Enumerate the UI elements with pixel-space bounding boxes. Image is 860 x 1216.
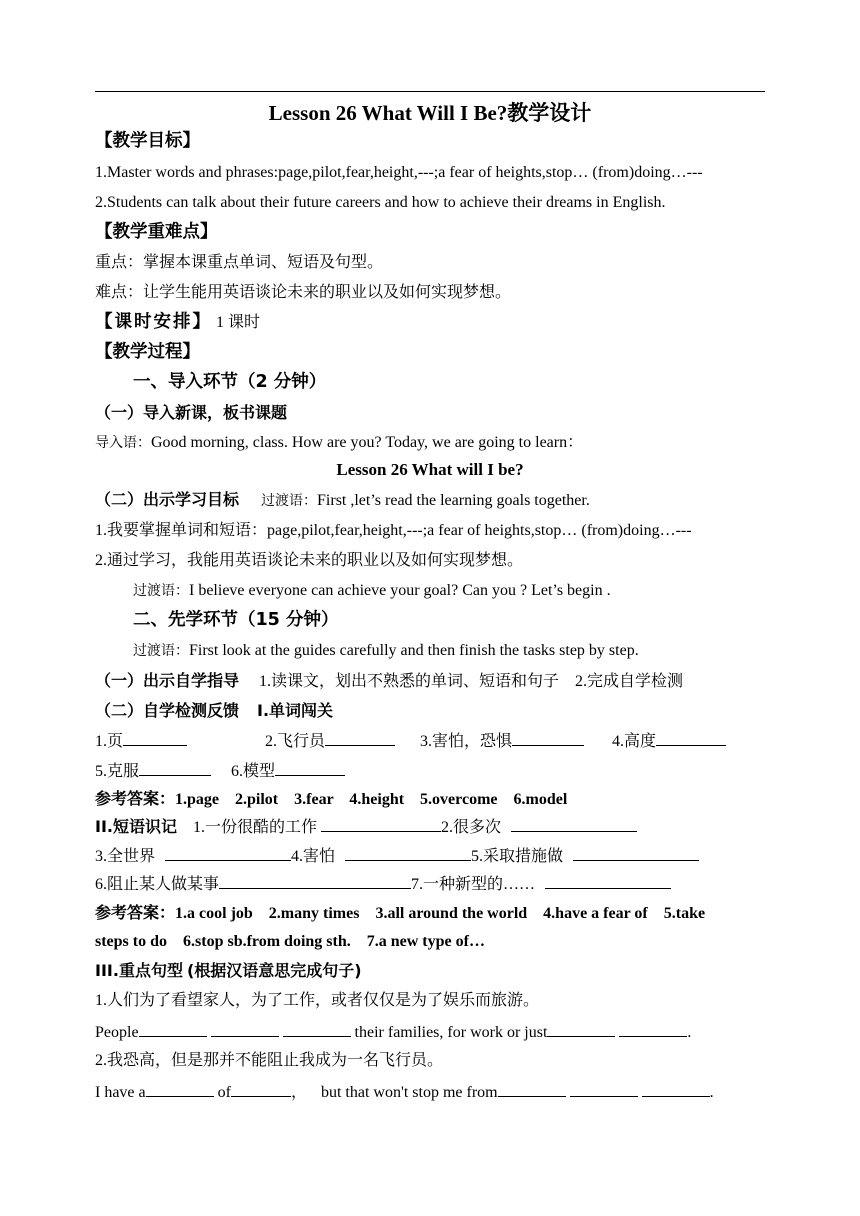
intro-line bbox=[95, 433, 583, 453]
difficult-point: 难点：让学生能用英语谈论未来的职业以及如何实现梦想。 bbox=[95, 284, 512, 301]
sentence-2-chinese: 2.我恐高，但是那并不能阻止我成为一名飞行员。 bbox=[95, 1052, 444, 1069]
sentence-2-english: I have a of ， but that won't stop me from . bbox=[95, 1084, 714, 1101]
transition-text: First ,let’s read the learning goals together. bbox=[317, 492, 590, 509]
goal-2: 2.Students can talk about their future careers and how to achieve their dreams in English. bbox=[95, 194, 666, 211]
transition-label: 过渡语： bbox=[133, 583, 189, 599]
word-item-1: 1.页 bbox=[95, 731, 187, 752]
step1-b-heading: （二）出示学习目标 bbox=[95, 490, 240, 509]
step2-heading: 二、先学环节（15 分钟） bbox=[133, 610, 339, 630]
feedback-line bbox=[95, 701, 333, 722]
transition-line-3 bbox=[133, 641, 639, 661]
phrase-item-4: 4.害怕 bbox=[291, 848, 336, 865]
intro-text: Good morning, class. How are you? Today, we are going to learn： bbox=[151, 434, 584, 451]
transition-text: I believe everyone can achieve your goal? Can you ? Let’s begin . bbox=[189, 582, 611, 599]
key-point: 重点：掌握本课重点单词、短语及句型。 bbox=[95, 254, 384, 271]
sentences-heading-line bbox=[95, 961, 362, 982]
answer-label: 参考答案： bbox=[95, 789, 176, 808]
phrase-item-5: 5.采取措施做 bbox=[471, 848, 564, 865]
process-heading: 【教学过程】 bbox=[95, 342, 200, 362]
schedule-line bbox=[95, 312, 260, 333]
words-part-heading: I.单词闯关 bbox=[257, 701, 334, 720]
sentence-1-chinese: 1.人们为了看望家人，为了工作，或者仅仅是为了娱乐而旅游。 bbox=[95, 992, 540, 1009]
lesson-title-center: Lesson 26 What will I be? bbox=[336, 460, 524, 479]
transition-label: 过渡语： bbox=[261, 493, 318, 509]
sentences-heading: III.重点句型 bbox=[95, 961, 183, 980]
step2-b-heading: （二）自学检测反馈 bbox=[95, 701, 240, 720]
sentences-note: (根据汉语意思完成句子) bbox=[186, 961, 362, 980]
self-study-text: 1.读课文，划出不熟悉的单词、短语和句子 2.完成自学检测 bbox=[259, 673, 684, 690]
answer-text: 1.a cool job 2.many times 3.all around the world 4.have a fear of 5.take bbox=[175, 905, 706, 922]
key-heading: 【教学重难点】 bbox=[95, 222, 218, 242]
phrase-item-6: 6.阻止某人做某事 bbox=[95, 876, 220, 893]
transition-line-2 bbox=[133, 581, 611, 601]
transition-label: 过渡语： bbox=[133, 643, 189, 659]
phrases-line-1 bbox=[95, 817, 637, 838]
word-item-2: 2.飞行员 bbox=[265, 731, 395, 752]
self-study-line bbox=[95, 671, 683, 692]
learning-goal-2: 2.通过学习，我能用英语谈论未来的职业以及如何实现梦想。 bbox=[95, 552, 524, 569]
answer-label: 参考答案： bbox=[95, 903, 176, 922]
word-item-5: 5.克服 bbox=[95, 761, 211, 782]
sentence-1-english: People their families, for work or just . bbox=[95, 1024, 692, 1041]
phrase-item-3: 3.全世界 bbox=[95, 848, 156, 865]
header-rule bbox=[95, 91, 765, 92]
words-answer bbox=[95, 789, 567, 810]
schedule-value: 1 课时 bbox=[216, 314, 261, 331]
schedule-heading: 【课时安排】 bbox=[95, 312, 212, 332]
phrases-line-3 bbox=[95, 874, 671, 895]
phrase-item-7: 7.一种新型的…… bbox=[411, 876, 536, 893]
phrases-answer-2: steps to do 6.stop sb.from doing sth. 7.a new type of… bbox=[95, 933, 485, 950]
step1-a-heading: （一）导入新课，板书课题 bbox=[95, 403, 288, 422]
goals-line bbox=[95, 490, 590, 511]
phrase-item-1: 1.一份很酷的工作 bbox=[193, 819, 318, 836]
word-item-4: 4.高度 bbox=[612, 731, 726, 752]
phrases-answer-1 bbox=[95, 903, 705, 924]
answer-text: 1.page 2.pilot 3.fear 4.height 5.overcome 6.model bbox=[175, 791, 568, 808]
word-item-3: 3.害怕，恐惧 bbox=[420, 731, 584, 752]
intro-label: 导入语： bbox=[95, 435, 151, 451]
phrases-heading: II.短语识记 bbox=[95, 817, 177, 836]
goal-1: 1.Master words and phrases:page,pilot,fear,height,---;a fear of heights,stop… (from)doing…--- bbox=[95, 164, 703, 181]
phrase-item-2: 2.很多次 bbox=[441, 819, 502, 836]
learning-goal-1: 1.我要掌握单词和短语：page,pilot,fear,height,---;a fear of heights,stop… (from)doing…--- bbox=[95, 522, 692, 539]
goals-heading: 【教学目标】 bbox=[95, 131, 200, 151]
transition-text: First look at the guides carefully and then finish the tasks step by step. bbox=[189, 642, 639, 659]
step2-a-heading: （一）出示自学指导 bbox=[95, 671, 240, 690]
phrases-line-2 bbox=[95, 846, 699, 867]
word-item-6: 6.模型 bbox=[231, 761, 345, 782]
step1-heading: 一、导入环节（2 分钟） bbox=[133, 372, 327, 392]
page-title: Lesson 26 What Will I Be?教学设计 bbox=[268, 101, 592, 125]
